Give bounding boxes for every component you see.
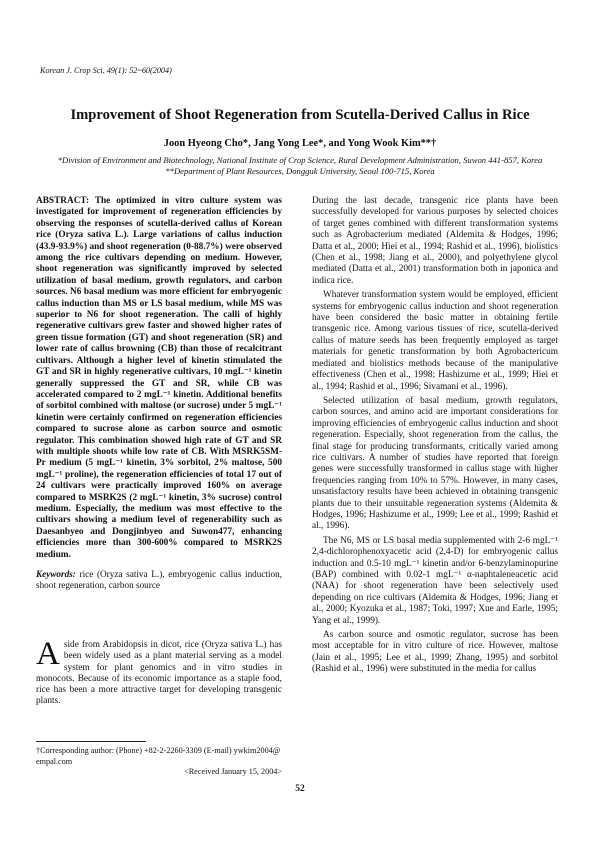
abstract-text: ABSTRACT: The optimized in vitro culture system was investigated for improvement of regeneration efficiencies by observing the responses of scutella-derived callus of Korean rice (Oryza sativa L.). Large variations of callus induction (43.9-93.9%) and shoot regeneration (0-88.7%) were observed among the rice cultivars depending on medium. However, shoot regeneration was significantly improved by selected utilization of basal medium, growth regulators, and carbon sources. N6 basal medium was more efficient for embryogenic callus induction than MS or LS basal medium, while MS was superior to N6 for shoot regeneration. The calli of highly regenerative cultivars grew faster and showed higher rates of green tissue formation (GT) and shoot regeneration (SR) and lower rate of callus browning (CB) than those of recalcitrant cultivars. Although a higher level of kinetin stimulated the GT and SR in highly regenerative cultivars, 10 mgL⁻¹ kinetin generally suppressed the GT and SR, while CB was accelerated compared to 2 mgL⁻¹ kinetin. Additional benefits of sorbitol combined with maltose (or sucrose) under 5 mgL⁻¹ kinetin were certainly confirmed on regeneration efficiencies compared to sucrose alone as carbon source and osmotic regulator. This combination showed high rate of GT and SR with multiple shoots while low rate of CB. With MSRK5SM-Pr medium (5 mgL⁻¹ kinetin, 3% sorbitol, 2% maltose, 500 mgL⁻¹ proline), the regeneration efficiencies of total 17 out of 24 cultivars were practically improved 160% on average compared to MSRK2S (2 mgL⁻¹ kinetin, 3% sucrose) control medium. Especially, the medium was most effective to the cultivars showing a medium level of regenerability such as Daesanbyeo and Dongjinbyeo and Suwon477, enhancing efficiencies more than 300-600% compared to MSRK2S medium. [36, 196, 282, 560]
right-column [312, 196, 558, 679]
abstract [36, 196, 282, 561]
introduction-start [36, 636, 282, 708]
keywords-text: rice (Oryza sativa L.), embryogenic callus induction, shoot regeneration, carbon source [36, 569, 283, 591]
keywords [36, 569, 282, 592]
footnote-divider [36, 741, 146, 742]
page-number: 52 [295, 784, 305, 794]
received-date: <Received January 15, 2004> [184, 767, 282, 776]
footnote [36, 746, 282, 778]
journal-citation: Korean J. Crop Sci. 49(1): 52~60(2004) [40, 66, 172, 75]
paragraph: Whatever transformation system would be employed, efficient systems for embryogenic callus induction and shoot regeneration have been considered the basic matter in obtaining fertile transgenic rice. Among various tissues of rice, scutella-derived callus of mature seeds has been frequently employed as target materials for genetic transformation by both Agrobactericum mediated and biolistics methods because of the manipulative effectiveness (Chen et al., 1998; Hashizume et al., 1999; Hiei et al., 1994; Rashid et al., 1996; Sivamani et al., 1996). [312, 290, 558, 392]
paragraph: Selected utilization of basal medium, growth regulators, carbon sources, and amino acid are important considerations for improving efficiencies of embryogenic callus induction and shoot regeneration. Especially, shoot regeneration from the callus, the final stage for producing transformants, critically varied among rice cultivars. A number of studies have reported that foreign genes were successfully transformed in callus stage with higher frequencies ranging from 10% to 57%. However, in many cases, unsatisfactory results have been achieved in obtaining transgenic plants due to their unsuitable regeneration systems (Aldemita & Hodges, 1996; Hashizume et al., 1999; Lee et al., 1999; Rashid et al., 1996). [312, 395, 558, 532]
paper-title: Improvement of Shoot Regeneration from Scutella-Derived Callus in Rice [70, 107, 530, 123]
intro-text: side from Arabidopsis in dicot, rice (Oryza sativa L.) has been widely used as a plant material serving as a model system for plant genomics and in vitro studies in monocots. Because of its economic importance as a staple food, rice has been a more attractive target for developing transgenic plants. [36, 640, 282, 707]
drop-cap: A [36, 636, 60, 672]
paragraph: The N6, MS or LS basal media supplemented with 2-6 mgL⁻¹ 2,4-dichlorophenoxyacetic acid (2,4-D) for embryogenic callus induction and 0.5-10 mgL⁻¹ kinetin and/or 6-benzylaminopurine (BAP) combined with 0.02-1 mgL⁻¹ α-naphtaleneacetic acid (NAA) for shoot regeneration have been selectively used depending on rice cultivars (Aldemita & Hodges, 1996; Jiang et al., 2000; Kyozuka et al., 1987; Toki, 1997; Xue and Earle, 1995; Yang et al., 1999). [312, 535, 558, 626]
authors: Joon Hyeong Cho*, Jang Yong Lee*, and Yong Wook Kim**† [163, 138, 437, 149]
left-column [36, 196, 282, 592]
keywords-label: Keywords: [36, 569, 76, 579]
affiliation-1: *Division of Environment and Biotechnology, National Institute of Crop Science, Rural Development Administration, Suwon 441-857, Korea [57, 155, 543, 165]
paragraph: During the last decade, transgenic rice plants have been successfully developed for various purposes by selected choices of target genes combined with different transformation systems such as Agrobacterium mediated (Aldemita & Hodges, 1996; Datta et al., 2000; Hiei et al., 1994; Rashid et al., 1996), biolistics (Chen et al., 1998; Jiang et al., 2000), and polyethylene glycol mediated (Datta et al., 2001) transformation both in japonica and indica rice. [312, 196, 558, 286]
affiliation-2: **Department of Plant Resources, Dongguk University, Seoul 100-715, Korea [165, 166, 435, 176]
corresponding-author: †Corresponding author: (Phone) +82-2-2260-3309 (E-mail) ywkim2004@ empal.com [36, 746, 281, 766]
paragraph: As carbon source and osmotic regulator, sucrose has been most acceptable for in vitro culture of rice. However, maltose (Jain et al., 1995; Lee et al., 1999; Zhang, 1995) and sorbitol (Rashid et al., 1996) were substituted in the media for callus [312, 630, 558, 675]
